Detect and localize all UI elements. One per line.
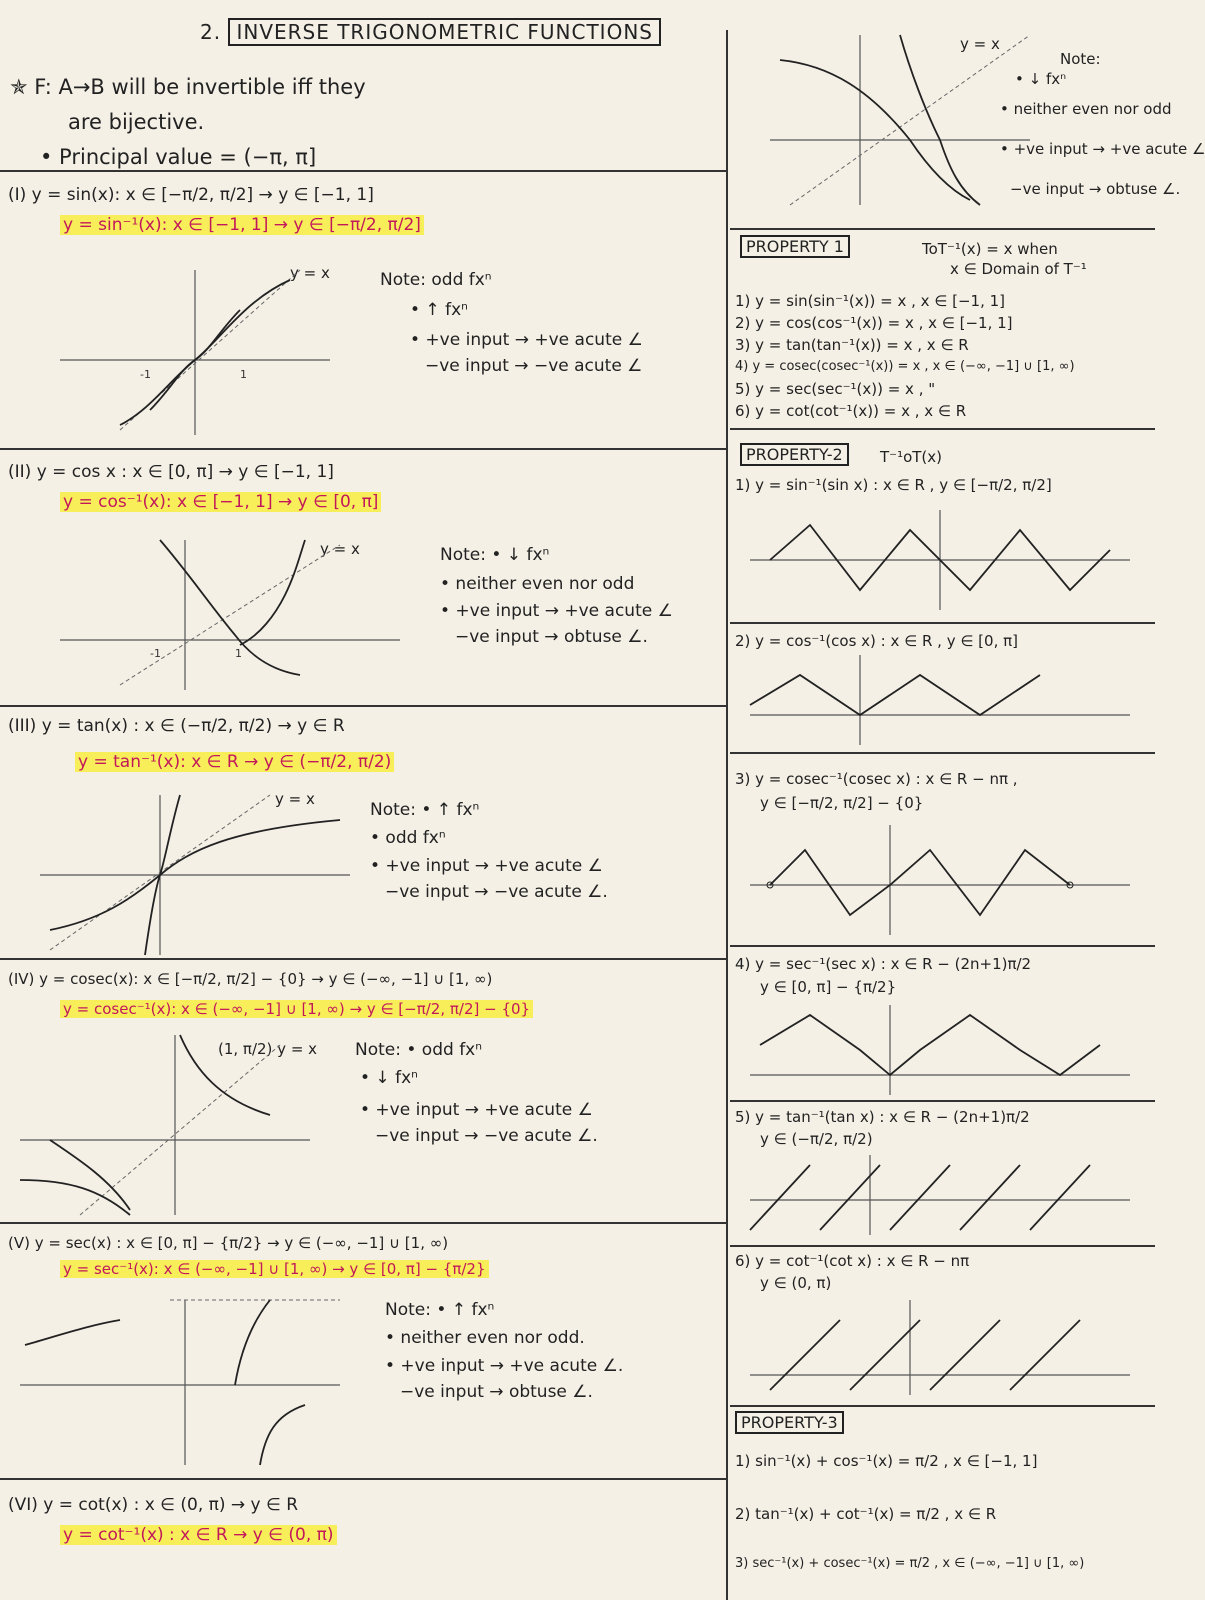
divider-r2 xyxy=(730,428,1155,430)
property2-item-3b: y ∈ [−π/2, π/2] − {0} xyxy=(760,794,924,812)
property2-item-6b: y ∈ (0, π) xyxy=(760,1274,832,1292)
right-column xyxy=(730,0,1205,1600)
sec4-yx: (1, π/2) y = x xyxy=(218,1040,318,1058)
divider-r1 xyxy=(730,228,1155,230)
graph-arccot xyxy=(770,30,1030,210)
sec6-fn: (VI) y = cot(x) : x ∈ (0, π) → y ∈ R xyxy=(8,1495,299,1515)
divider-2 xyxy=(0,448,726,450)
sec4-inv: y = cosec⁻¹(x): x ∈ (−∞, −1] ∪ [1, ∞) → y ∈ [−π/2, π/2] − {0} xyxy=(60,1000,533,1018)
divider-4 xyxy=(0,958,726,960)
property2-item-1: 1) y = sin⁻¹(sin x) : x ∈ R , y ∈ [−π/2, π/2] xyxy=(735,476,1052,494)
graph-arctan xyxy=(40,790,350,960)
svg-text:1: 1 xyxy=(235,647,242,660)
sec2-note-3: • +ve input → +ve acute ∠ xyxy=(440,601,673,621)
property2-label: PROPERTY-2 xyxy=(740,443,849,466)
property2-item-4b: y ∈ [0, π] − {π/2} xyxy=(760,978,897,996)
sec1-fn: (I) y = sin(x): x ∈ [−π/2, π/2] → y ∈ [−1, 1] xyxy=(8,185,374,205)
sec3-note-3: • +ve input → +ve acute ∠ xyxy=(370,856,603,876)
sec2-note-4: −ve input → obtuse ∠. xyxy=(455,627,648,647)
sec5-note-3: • +ve input → +ve acute ∠. xyxy=(385,1356,624,1376)
property2-item-2: 2) y = cos⁻¹(cos x) : x ∈ R , y ∈ [0, π] xyxy=(735,632,1018,650)
principal-value: • Principal value = (−π, π] xyxy=(40,145,317,169)
graph-prop2-1 xyxy=(750,510,1130,610)
sec4-note-1: Note: • odd fxⁿ xyxy=(355,1040,483,1060)
sec3-note-4: −ve input → −ve acute ∠. xyxy=(385,882,608,902)
cot-yx: y = x xyxy=(960,35,1000,53)
intro-line-2: are bijective. xyxy=(68,110,205,134)
sec1-note-3: • +ve input → +ve acute ∠ xyxy=(410,330,643,350)
divider-5 xyxy=(0,1222,726,1224)
divider-1 xyxy=(0,170,726,172)
sec6-inv: y = cot⁻¹(x) : x ∈ R → y ∈ (0, π) xyxy=(60,1525,337,1545)
sec1-note-1: Note: odd fxⁿ xyxy=(380,270,492,290)
graph-arcsin xyxy=(60,260,330,440)
svg-text:-1: -1 xyxy=(140,368,151,381)
sec2-inv: y = cos⁻¹(x): x ∈ [−1, 1] → y ∈ [0, π] xyxy=(60,492,381,512)
property2-rule: T⁻¹oT(x) xyxy=(880,448,943,466)
sec1-inv: y = sin⁻¹(x): x ∈ [−1, 1] → y ∈ [−π/2, π/2] xyxy=(60,215,424,235)
graph-arccos xyxy=(60,535,400,695)
graph-prop2-2 xyxy=(750,655,1130,745)
property1-item-3: 3) y = tan(tan⁻¹(x)) = x , x ∈ R xyxy=(735,336,969,354)
sec5-note-4: −ve input → obtuse ∠. xyxy=(400,1382,593,1402)
property1-item-2: 2) y = cos(cos⁻¹(x)) = x , x ∈ [−1, 1] xyxy=(735,314,1013,332)
sec3-inv: y = tan⁻¹(x): x ∈ R → y ∈ (−π/2, π/2) xyxy=(75,752,394,772)
property1-item-4: 4) y = cosec(cosec⁻¹(x)) = x , x ∈ (−∞, −1] ∪ [1, ∞) xyxy=(735,359,1075,374)
cot-note-4: • +ve input → +ve acute ∠ xyxy=(1000,140,1205,158)
property1-label: PROPERTY 1 xyxy=(740,235,850,258)
title-box: INVERSE TRIGONOMETRIC FUNCTIONS xyxy=(228,18,661,46)
property2-item-5b: y ∈ (−π/2, π/2) xyxy=(760,1130,873,1148)
divider-r3 xyxy=(730,622,1155,624)
sec1-yx: y = x xyxy=(290,264,330,282)
sec3-yx: y = x xyxy=(275,790,315,808)
sec2-note-2: • neither even nor odd xyxy=(440,574,635,594)
sec4-fn: (IV) y = cosec(x): x ∈ [−π/2, π/2] − {0} → y ∈ (−∞, −1] ∪ [1, ∞) xyxy=(8,970,493,988)
graph-prop2-5 xyxy=(750,1155,1130,1235)
intro-line-1: ✯ F: A→B will be invertible iff they xyxy=(10,75,366,99)
sec4-note-3: • +ve input → +ve acute ∠ xyxy=(360,1100,593,1120)
property1-item-1: 1) y = sin(sin⁻¹(x)) = x , x ∈ [−1, 1] xyxy=(735,292,1005,310)
graph-prop2-4 xyxy=(750,1005,1130,1095)
divider-6 xyxy=(0,1478,726,1480)
divider-r4 xyxy=(730,752,1155,754)
divider-r5 xyxy=(730,945,1155,947)
sec4-note-2: • ↓ fxⁿ xyxy=(360,1068,418,1088)
svg-text:-1: -1 xyxy=(150,647,161,660)
property3-item-3: 3) sec⁻¹(x) + cosec⁻¹(x) = π/2 , x ∈ (−∞, −1] ∪ [1, ∞) xyxy=(735,1556,1085,1571)
property2-item-5: 5) y = tan⁻¹(tan x) : x ∈ R − (2n+1)π/2 xyxy=(735,1108,1030,1126)
sec5-note-1: Note: • ↑ fxⁿ xyxy=(385,1300,495,1320)
divider-r7 xyxy=(730,1245,1155,1247)
sec2-yx: y = x xyxy=(320,540,360,558)
property1-rule2: x ∈ Domain of T⁻¹ xyxy=(950,260,1087,278)
property3-item-1: 1) sin⁻¹(x) + cos⁻¹(x) = π/2 , x ∈ [−1, 1] xyxy=(735,1452,1038,1470)
graph-arcsec xyxy=(20,1295,340,1470)
svg-text:1: 1 xyxy=(240,368,247,381)
sec1-note-2: • ↑ fxⁿ xyxy=(410,300,468,320)
divider-3 xyxy=(0,705,726,707)
divider-r6 xyxy=(730,1100,1155,1102)
sec5-note-2: • neither even nor odd. xyxy=(385,1328,585,1348)
sec4-note-4: −ve input → −ve acute ∠. xyxy=(375,1126,598,1146)
graph-arccosec xyxy=(20,1030,310,1220)
sec1-note-4: −ve input → −ve acute ∠ xyxy=(425,356,643,376)
sec3-note-1: Note: • ↑ fxⁿ xyxy=(370,800,480,820)
cot-note-5: −ve input → obtuse ∠. xyxy=(1010,180,1181,198)
sec5-fn: (V) y = sec(x) : x ∈ [0, π] − {π/2} → y ∈ (−∞, −1] ∪ [1, ∞) xyxy=(8,1234,449,1252)
cot-note-2: • ↓ fxⁿ xyxy=(1015,70,1067,88)
graph-prop2-3 xyxy=(750,825,1130,935)
sec2-fn: (II) y = cos x : x ∈ [0, π] → y ∈ [−1, 1] xyxy=(8,462,334,482)
cot-note-3: • neither even nor odd xyxy=(1000,100,1172,118)
sec3-fn: (III) y = tan(x) : x ∈ (−π/2, π/2) → y ∈ R xyxy=(8,716,345,736)
divider-r8 xyxy=(730,1405,1155,1407)
sec2-note-1: Note: • ↓ fxⁿ xyxy=(440,545,550,565)
property3-item-2: 2) tan⁻¹(x) + cot⁻¹(x) = π/2 , x ∈ R xyxy=(735,1505,997,1523)
cot-note-1: Note: xyxy=(1060,50,1101,68)
property3-label: PROPERTY-3 xyxy=(735,1411,844,1434)
property2-item-4: 4) y = sec⁻¹(sec x) : x ∈ R − (2n+1)π/2 xyxy=(735,955,1032,973)
graph-prop2-6 xyxy=(750,1300,1130,1395)
sec3-note-2: • odd fxⁿ xyxy=(370,828,446,848)
title-number: 2. xyxy=(200,20,222,44)
property1-item-6: 6) y = cot(cot⁻¹(x)) = x , x ∈ R xyxy=(735,402,967,420)
property2-item-6: 6) y = cot⁻¹(cot x) : x ∈ R − nπ xyxy=(735,1252,970,1270)
property1-rule: ToT⁻¹(x) = x when xyxy=(922,240,1058,258)
sec5-inv: y = sec⁻¹(x): x ∈ (−∞, −1] ∪ [1, ∞) → y ∈ [0, π] − {π/2} xyxy=(60,1260,489,1278)
property2-item-3: 3) y = cosec⁻¹(cosec x) : x ∈ R − nπ , xyxy=(735,770,1018,788)
property1-item-5: 5) y = sec(sec⁻¹(x)) = x , " xyxy=(735,380,936,398)
